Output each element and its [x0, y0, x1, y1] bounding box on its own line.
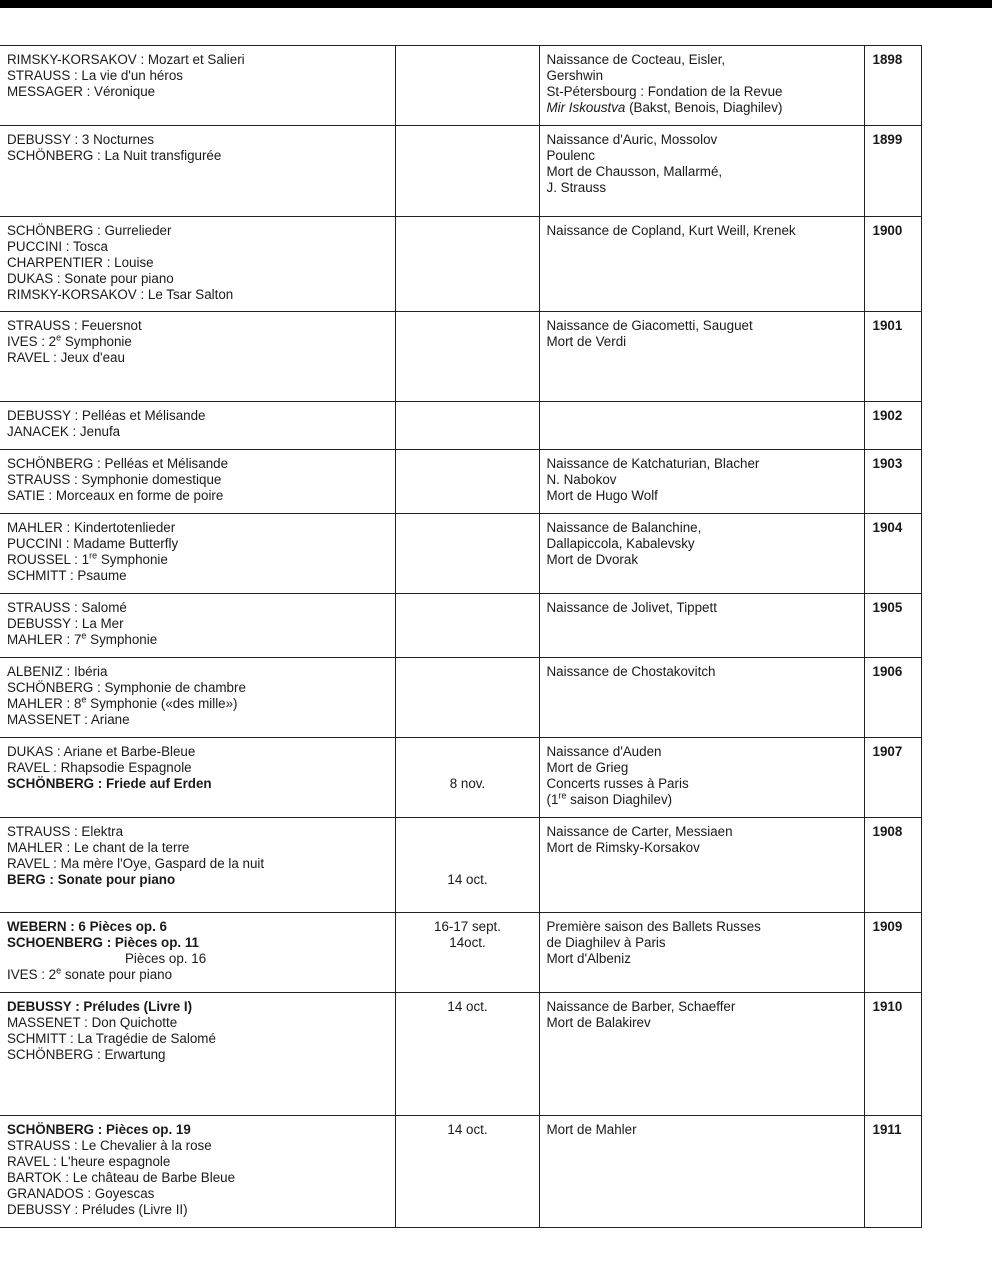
text-part: Dallapiccola, Kabalevsky [546, 536, 695, 551]
text-line [7, 951, 389, 967]
year-label: 1899 [872, 132, 903, 147]
dates-cell [395, 1116, 539, 1228]
text-part: Mort de Dvorak [546, 552, 639, 567]
dates-cell [395, 450, 539, 514]
text-part: STRAUSS : Feuersnot [7, 318, 142, 333]
text-part: SCHMITT : La Tragédie de Salomé [7, 1031, 216, 1046]
text-line [7, 632, 389, 648]
year-cell [864, 594, 921, 658]
text-part: STRAUSS : Salomé [7, 600, 127, 615]
text-part: Concerts russes à Paris [546, 776, 689, 791]
events-cell [539, 46, 864, 126]
events-cell [539, 1116, 864, 1228]
text-line [547, 552, 858, 568]
events-cell [539, 450, 864, 514]
events-cell [539, 402, 864, 450]
year-row [0, 993, 921, 1116]
text-line [7, 1031, 389, 1047]
works-cell [0, 993, 395, 1116]
text-part: IVES : 2 [7, 967, 57, 982]
works-cell [0, 658, 395, 738]
text-line [547, 334, 858, 350]
text-part: St-Pétersbourg : Fondation de la Revue [546, 84, 783, 99]
text-part: Symphonie («des mille») [86, 696, 238, 711]
text-part: DUKAS : Ariane et Barbe-Bleue [7, 744, 196, 759]
year-label: 1901 [872, 318, 903, 333]
year-row [0, 217, 921, 312]
text-part: MASSENET : Ariane [7, 712, 130, 727]
text-part: Poulenc [546, 148, 595, 163]
dates-cell [395, 402, 539, 450]
text-part: RIMSKY-KORSAKOV : Le Tsar Salton [7, 287, 234, 302]
text-line [403, 856, 533, 872]
text-line [7, 1015, 389, 1031]
text-line [547, 132, 858, 148]
text-line [547, 536, 858, 552]
text-line [7, 1186, 389, 1202]
year-row [0, 738, 921, 818]
text-line [7, 239, 389, 255]
text-part: BERG : Sonate pour piano [7, 872, 176, 887]
text-part: IVES : 2 [7, 334, 57, 349]
text-part: SCHÖNBERG : La Nuit transfigurée [7, 148, 222, 163]
text-part: Mort de Hugo Wolf [546, 488, 658, 503]
text-line [7, 935, 389, 951]
chronology-body [0, 46, 921, 1228]
text-part: J. Strauss [546, 180, 607, 195]
year-label: 1910 [872, 999, 903, 1014]
text-line [403, 872, 533, 888]
text-line [403, 760, 533, 776]
text-part: PUCCINI : Tosca [7, 239, 108, 254]
text-line [7, 255, 389, 271]
text-part: DEBUSSY : 3 Nocturnes [7, 132, 155, 147]
text-line [547, 488, 858, 504]
year-cell [864, 818, 921, 913]
text-part: saison Diaghilev) [566, 792, 673, 807]
text-line [547, 456, 858, 472]
year-row [0, 126, 921, 217]
year-cell [864, 126, 921, 217]
works-cell [0, 818, 395, 913]
text-part: SCHOENBERG : Pièces op. 11 [7, 935, 199, 950]
text-part: WEBERN : 6 Pièces op. 6 [7, 919, 167, 934]
year-label: 1905 [872, 600, 903, 615]
text-line [403, 840, 533, 856]
text-part: CHARPENTIER : Louise [7, 255, 154, 270]
text-line [7, 744, 389, 760]
text-line [7, 68, 389, 84]
text-part: Mort de Mahler [546, 1122, 637, 1137]
text-part: Symphonie [61, 334, 132, 349]
works-cell [0, 913, 395, 993]
year-row [0, 514, 921, 594]
dates-cell [395, 514, 539, 594]
year-label: 1904 [872, 520, 903, 535]
text-line [547, 164, 858, 180]
text-part: MAHLER : Kindertotenlieder [7, 520, 176, 535]
text-line [7, 520, 389, 536]
text-line [547, 792, 858, 808]
year-row [0, 658, 921, 738]
text-part: DEBUSSY : Pelléas et Mélisande [7, 408, 206, 423]
text-part: Naissance de Balanchine, [546, 520, 702, 535]
dates-cell [395, 913, 539, 993]
text-part: SCHÖNBERG : Friede auf Erden [7, 776, 212, 791]
text-part: ALBENIZ : Ibéria [7, 664, 108, 679]
text-part: Naissance de Katchaturian, Blacher [546, 456, 760, 471]
text-line [547, 760, 858, 776]
events-cell [539, 594, 864, 658]
italic-title: Mir Iskoustva [546, 100, 626, 115]
year-label: 1898 [872, 52, 903, 67]
works-cell [0, 126, 395, 217]
text-line [403, 776, 533, 792]
text-part: 14oct. [449, 935, 486, 950]
works-cell [0, 514, 395, 594]
text-line [547, 935, 858, 951]
year-cell [864, 913, 921, 993]
text-line [547, 223, 858, 239]
text-line [547, 824, 858, 840]
year-row [0, 402, 921, 450]
text-line [547, 919, 858, 935]
year-cell [864, 658, 921, 738]
text-line [7, 84, 389, 100]
text-part: Naissance d'Auden [546, 744, 662, 759]
text-part: MAHLER : Le chant de la terre [7, 840, 190, 855]
text-part: ROUSSEL : 1 [7, 552, 90, 567]
text-part: sonate pour piano [61, 967, 173, 982]
text-line [547, 776, 858, 792]
text-part: RAVEL : L'heure espagnole [7, 1154, 171, 1169]
dates-cell [395, 217, 539, 312]
year-label: 1900 [872, 223, 903, 238]
works-cell [0, 217, 395, 312]
year-cell [864, 312, 921, 402]
text-part: Naissance de Copland, Kurt Weill, Krenek [546, 223, 796, 238]
text-part: STRAUSS : Le Chevalier à la rose [7, 1138, 212, 1153]
events-cell [539, 658, 864, 738]
events-cell [539, 738, 864, 818]
events-cell [539, 993, 864, 1116]
text-line [547, 600, 858, 616]
text-part: Naissance de Carter, Messiaen [546, 824, 733, 839]
text-part: Mort de Grieg [546, 760, 629, 775]
year-cell [864, 514, 921, 594]
year-cell [864, 993, 921, 1116]
text-part: (1 [546, 792, 559, 807]
year-row [0, 818, 921, 913]
text-line [7, 824, 389, 840]
dates-cell [395, 738, 539, 818]
text-line [7, 456, 389, 472]
events-cell [539, 312, 864, 402]
text-line [7, 488, 389, 504]
year-cell [864, 217, 921, 312]
text-part: RAVEL : Ma mère l'Oye, Gaspard de la nuit [7, 856, 265, 871]
text-part: Première saison des Ballets Russes [546, 919, 761, 934]
text-line [547, 100, 858, 116]
text-part: MESSAGER : Véronique [7, 84, 156, 99]
text-line [547, 1122, 858, 1138]
text-part: JANACEK : Jenufa [7, 424, 121, 439]
events-cell [539, 913, 864, 993]
text-part: SCHMITT : Psaume [7, 568, 127, 583]
text-part: DEBUSSY : La Mer [7, 616, 124, 631]
year-row [0, 913, 921, 993]
text-part: Pièces op. 16 [125, 951, 207, 966]
text-line [7, 1154, 389, 1170]
text-line [7, 999, 389, 1015]
year-cell [864, 402, 921, 450]
text-line [547, 999, 858, 1015]
events-cell [539, 818, 864, 913]
text-line [403, 935, 533, 951]
text-line [7, 536, 389, 552]
text-part: STRAUSS : Elektra [7, 824, 124, 839]
text-part: 14 oct. [447, 999, 488, 1014]
text-line [547, 68, 858, 84]
text-line [7, 616, 389, 632]
text-part: RAVEL : Rhapsodie Espagnole [7, 760, 192, 775]
text-line [7, 424, 389, 440]
text-part: 8 nov. [449, 776, 486, 791]
text-line [7, 1138, 389, 1154]
text-part: GRANADOS : Goyescas [7, 1186, 155, 1201]
text-line [7, 334, 389, 350]
year-row [0, 450, 921, 514]
year-label: 1902 [872, 408, 903, 423]
text-line [403, 999, 533, 1015]
text-part: Naissance de Chostakovitch [546, 664, 716, 679]
text-line [7, 776, 389, 792]
text-line [547, 744, 858, 760]
text-part: Naissance de Giacometti, Sauguet [546, 318, 753, 333]
ordinal-suffix: e [81, 694, 87, 705]
text-part: RIMSKY-KORSAKOV : Mozart et Salieri [7, 52, 245, 67]
dates-cell [395, 993, 539, 1116]
text-line [7, 132, 389, 148]
works-cell [0, 738, 395, 818]
text-part: (Bakst, Benois, Diaghilev) [625, 100, 783, 115]
events-cell [539, 217, 864, 312]
text-line [7, 552, 389, 568]
text-line [7, 680, 389, 696]
text-line [547, 318, 858, 334]
text-part: MASSENET : Don Quichotte [7, 1015, 178, 1030]
text-part: Naissance de Jolivet, Tippett [546, 600, 717, 615]
text-line [7, 350, 389, 366]
text-part: MAHLER : 8 [7, 696, 82, 711]
text-part: Symphonie [97, 552, 168, 567]
text-line [7, 148, 389, 164]
text-line [547, 951, 858, 967]
ordinal-suffix: e [56, 965, 62, 976]
ordinal-suffix: re [89, 550, 98, 561]
text-part: Mort de Balakirev [546, 1015, 651, 1030]
text-line [7, 856, 389, 872]
text-line [403, 744, 533, 760]
text-part: Naissance de Barber, Schaeffer [546, 999, 736, 1014]
year-row [0, 312, 921, 402]
text-line [547, 84, 858, 100]
year-cell [864, 1116, 921, 1228]
text-line [547, 664, 858, 680]
text-part: SCHÖNBERG : Pièces op. 19 [7, 1122, 191, 1137]
ordinal-suffix: re [558, 790, 567, 801]
ordinal-suffix: e [81, 630, 87, 641]
text-line [7, 287, 389, 303]
text-line [7, 760, 389, 776]
dates-cell [395, 126, 539, 217]
text-line [7, 1170, 389, 1186]
works-cell [0, 594, 395, 658]
text-line [7, 568, 389, 584]
text-line [7, 967, 389, 983]
text-part: RAVEL : Jeux d'eau [7, 350, 125, 365]
text-part: Mort de Chausson, Mallarmé, [546, 164, 723, 179]
text-line [403, 824, 533, 840]
text-part: 14 oct. [447, 1122, 488, 1137]
text-part: Mort d'Albeniz [546, 951, 631, 966]
text-part: 16-17 sept. [434, 919, 501, 934]
text-part: SCHÖNBERG : Pelléas et Mélisande [7, 456, 229, 471]
text-line [7, 840, 389, 856]
text-part: Mort de Verdi [546, 334, 627, 349]
text-part: SCHÖNBERG : Gurrelieder [7, 223, 172, 238]
text-part: Naissance d'Auric, Mossolov [546, 132, 718, 147]
text-part: SATIE : Morceaux en forme de poire [7, 488, 224, 503]
text-part: DEBUSSY : Préludes (Livre I) [7, 999, 193, 1014]
text-part: 14 oct. [447, 872, 488, 887]
text-part: SCHÖNBERG : Erwartung [7, 1047, 166, 1062]
dates-cell [395, 818, 539, 913]
year-row [0, 1116, 921, 1228]
text-part: BARTOK : Le château de Barbe Bleue [7, 1170, 236, 1185]
text-line [7, 696, 389, 712]
text-part: SCHÖNBERG : Symphonie de chambre [7, 680, 246, 695]
text-line [403, 919, 533, 935]
text-part: N. Nabokov [546, 472, 617, 487]
year-cell [864, 46, 921, 126]
text-part: DUKAS : Sonate pour piano [7, 271, 174, 286]
text-line [547, 148, 858, 164]
text-part: Symphonie [86, 632, 158, 647]
text-part: STRAUSS : La vie d'un héros [7, 68, 183, 83]
text-line [7, 271, 389, 287]
ordinal-suffix: e [56, 332, 62, 343]
text-line [7, 919, 389, 935]
year-row [0, 594, 921, 658]
text-line [7, 664, 389, 680]
text-line [547, 840, 858, 856]
text-line [7, 600, 389, 616]
text-line [547, 520, 858, 536]
text-line [7, 408, 389, 424]
text-part: Gershwin [546, 68, 604, 83]
dates-cell [395, 658, 539, 738]
text-part: STRAUSS : Symphonie domestique [7, 472, 222, 487]
works-cell [0, 450, 395, 514]
text-line [7, 52, 389, 68]
text-line [547, 52, 858, 68]
text-part: PUCCINI : Madame Butterfly [7, 536, 179, 551]
dates-cell [395, 312, 539, 402]
text-line [547, 180, 858, 196]
text-part: Mort de Rimsky-Korsakov [546, 840, 700, 855]
text-line [7, 1122, 389, 1138]
dates-cell [395, 46, 539, 126]
text-line [7, 223, 389, 239]
text-part: MAHLER : 7 [7, 632, 82, 647]
text-line [7, 872, 389, 888]
year-label: 1907 [872, 744, 903, 759]
events-cell [539, 126, 864, 217]
text-line [7, 712, 389, 728]
text-part: DEBUSSY : Préludes (Livre II) [7, 1202, 188, 1217]
text-line [547, 1015, 858, 1031]
works-cell [0, 312, 395, 402]
works-cell [0, 1116, 395, 1228]
text-line [7, 1047, 389, 1063]
year-label: 1909 [872, 919, 903, 934]
top-rule [0, 0, 992, 8]
chronology-table [0, 45, 922, 1228]
year-label: 1908 [872, 824, 903, 839]
works-cell [0, 402, 395, 450]
dates-cell [395, 594, 539, 658]
text-line [7, 318, 389, 334]
works-cell [0, 46, 395, 126]
year-row [0, 46, 921, 126]
year-label: 1903 [872, 456, 903, 471]
text-line [547, 472, 858, 488]
text-part: de Diaghilev à Paris [546, 935, 666, 950]
year-cell [864, 738, 921, 818]
text-line [7, 1202, 389, 1218]
events-cell [539, 514, 864, 594]
text-line [7, 472, 389, 488]
text-line [403, 1122, 533, 1138]
year-label: 1906 [872, 664, 903, 679]
year-label: 1911 [872, 1122, 902, 1137]
text-part: Naissance de Cocteau, Eisler, [546, 52, 726, 67]
year-cell [864, 450, 921, 514]
